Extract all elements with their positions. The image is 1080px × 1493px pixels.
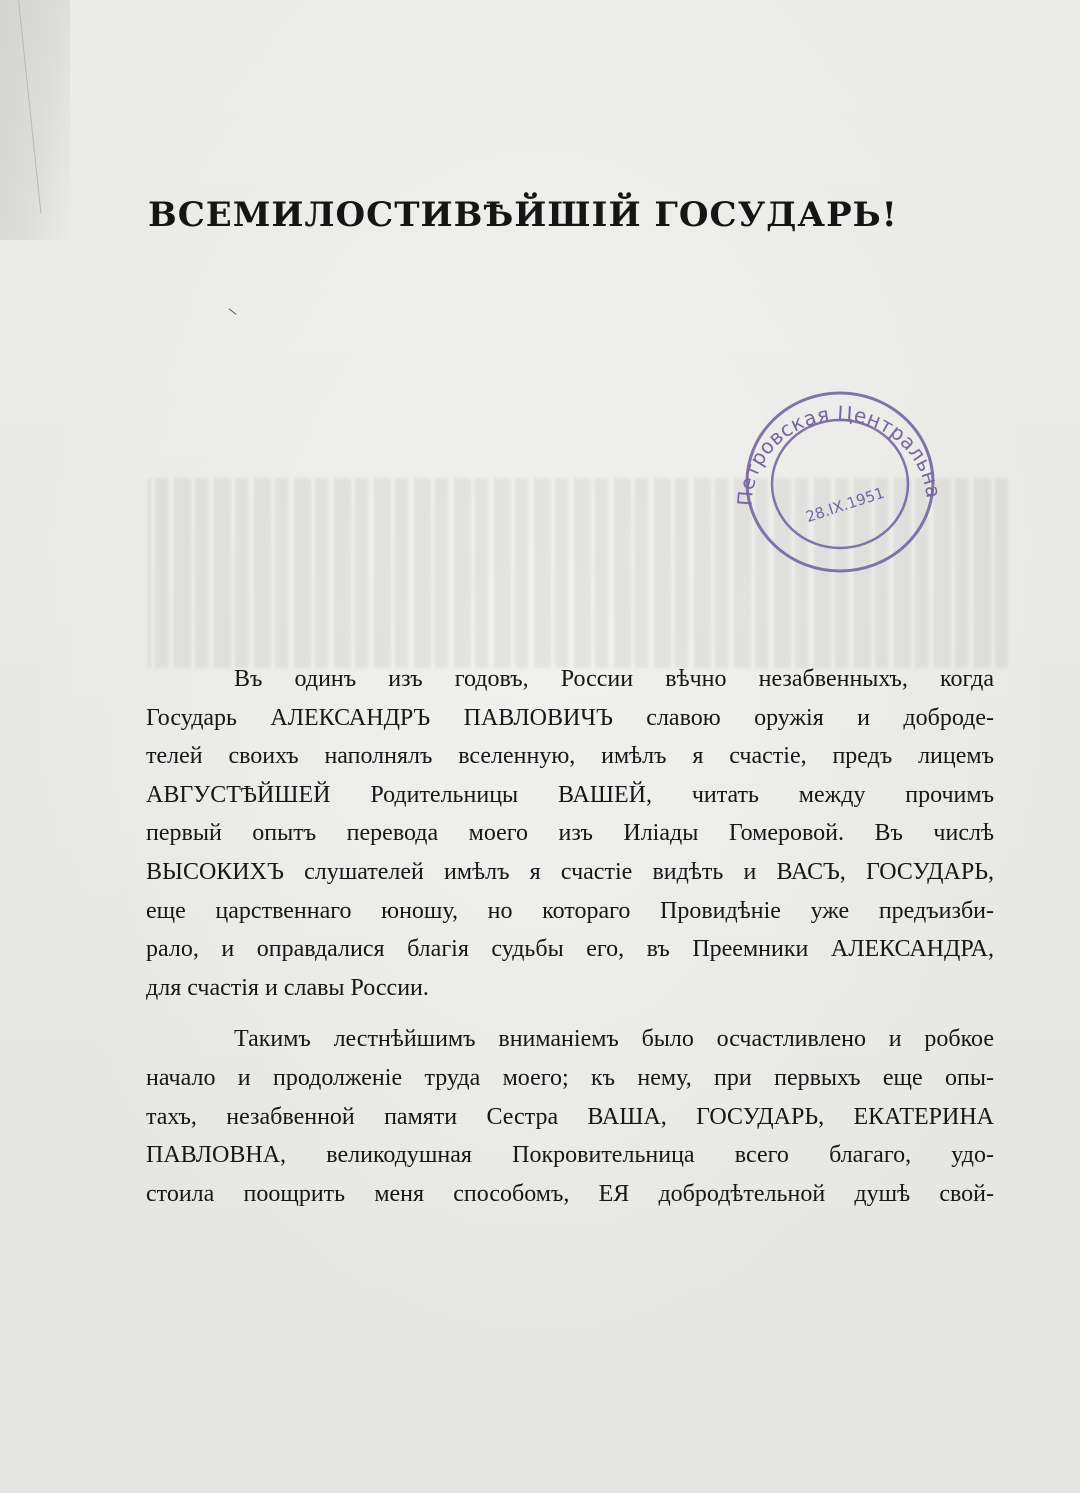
- dedication-body: [146, 660, 994, 1213]
- library-stamp: [727, 364, 946, 581]
- library-stamp-svg: [727, 364, 946, 581]
- paragraph-1-line-5: первый опытъ перевода моего изъ Иліады Гомеровой. Въ числѣ: [146, 820, 994, 847]
- paragraph-1-line-2: Государь АЛЕКСАНДРЪ ПАВЛОВИЧЪ славою оружія и доброде-: [146, 704, 994, 731]
- show-through-line: [148, 592, 1008, 630]
- paragraph-1-line-4: АВГУСТѢЙШЕЙ Родительницы ВАШЕЙ, читать между прочимъ: [146, 781, 994, 808]
- paragraph-2-line-5: стоила поощрить меня способомъ, ЕЯ добродѣтельной душѣ свой-: [146, 1180, 994, 1207]
- paragraph-1-line-6: ВЫСОКИХЪ слушателей имѣлъ я счастіе видѣть и ВАСЪ, ГОСУДАРЬ,: [146, 858, 994, 885]
- stamp-ring-text: Петровская Центральная Сов. Библ.: [727, 364, 946, 507]
- paragraph-2-line-2: начало и продолженіе труда моего; къ нему, при первыхъ еще опы-: [146, 1064, 994, 1091]
- dedication-paragraph-2: [146, 1020, 994, 1213]
- dedication-paragraph-1: [146, 660, 994, 1007]
- dedication-heading: ВСЕМИЛОСТИВѢЙШІЙ ГОСУДАРЬ!: [148, 195, 898, 235]
- stamp-date: 28.IX.1951: [803, 483, 887, 527]
- paragraph-1-line-8: рало, и оправдалися благія судьбы его, въ Преемники АЛЕКСАНДРА,: [146, 936, 994, 963]
- paragraph-2-line-1: Такимъ лестнѣйшимъ вниманіемъ было осчастливлено и робкое: [234, 1026, 994, 1053]
- ink-speck: [229, 308, 237, 314]
- paragraph-1-line-7: еще царственнаго юношу, но котораго Провидѣніе уже предъизби-: [146, 897, 994, 924]
- paragraph-1-line-1: Въ одинъ изъ годовъ, России вѣчно незабвенныхъ, когда: [234, 666, 994, 692]
- paragraph-1-line-9: для счастія и славы России.: [146, 974, 429, 1001]
- paragraph-1-line-3: телей своихъ наполнялъ вселенную, имѣлъ я счастіе, предъ лицемъ: [146, 743, 994, 770]
- paragraph-2-line-4: ПАВЛОВНА, великодушная Покровительница всего благаго, удо-: [146, 1142, 994, 1169]
- page-fold-shadow: [0, 0, 70, 240]
- paragraph-2-line-3: тахъ, незабвенной памяти Сестра ВАША, ГОСУДАРЬ, ЕКАТЕРИНА: [146, 1103, 994, 1130]
